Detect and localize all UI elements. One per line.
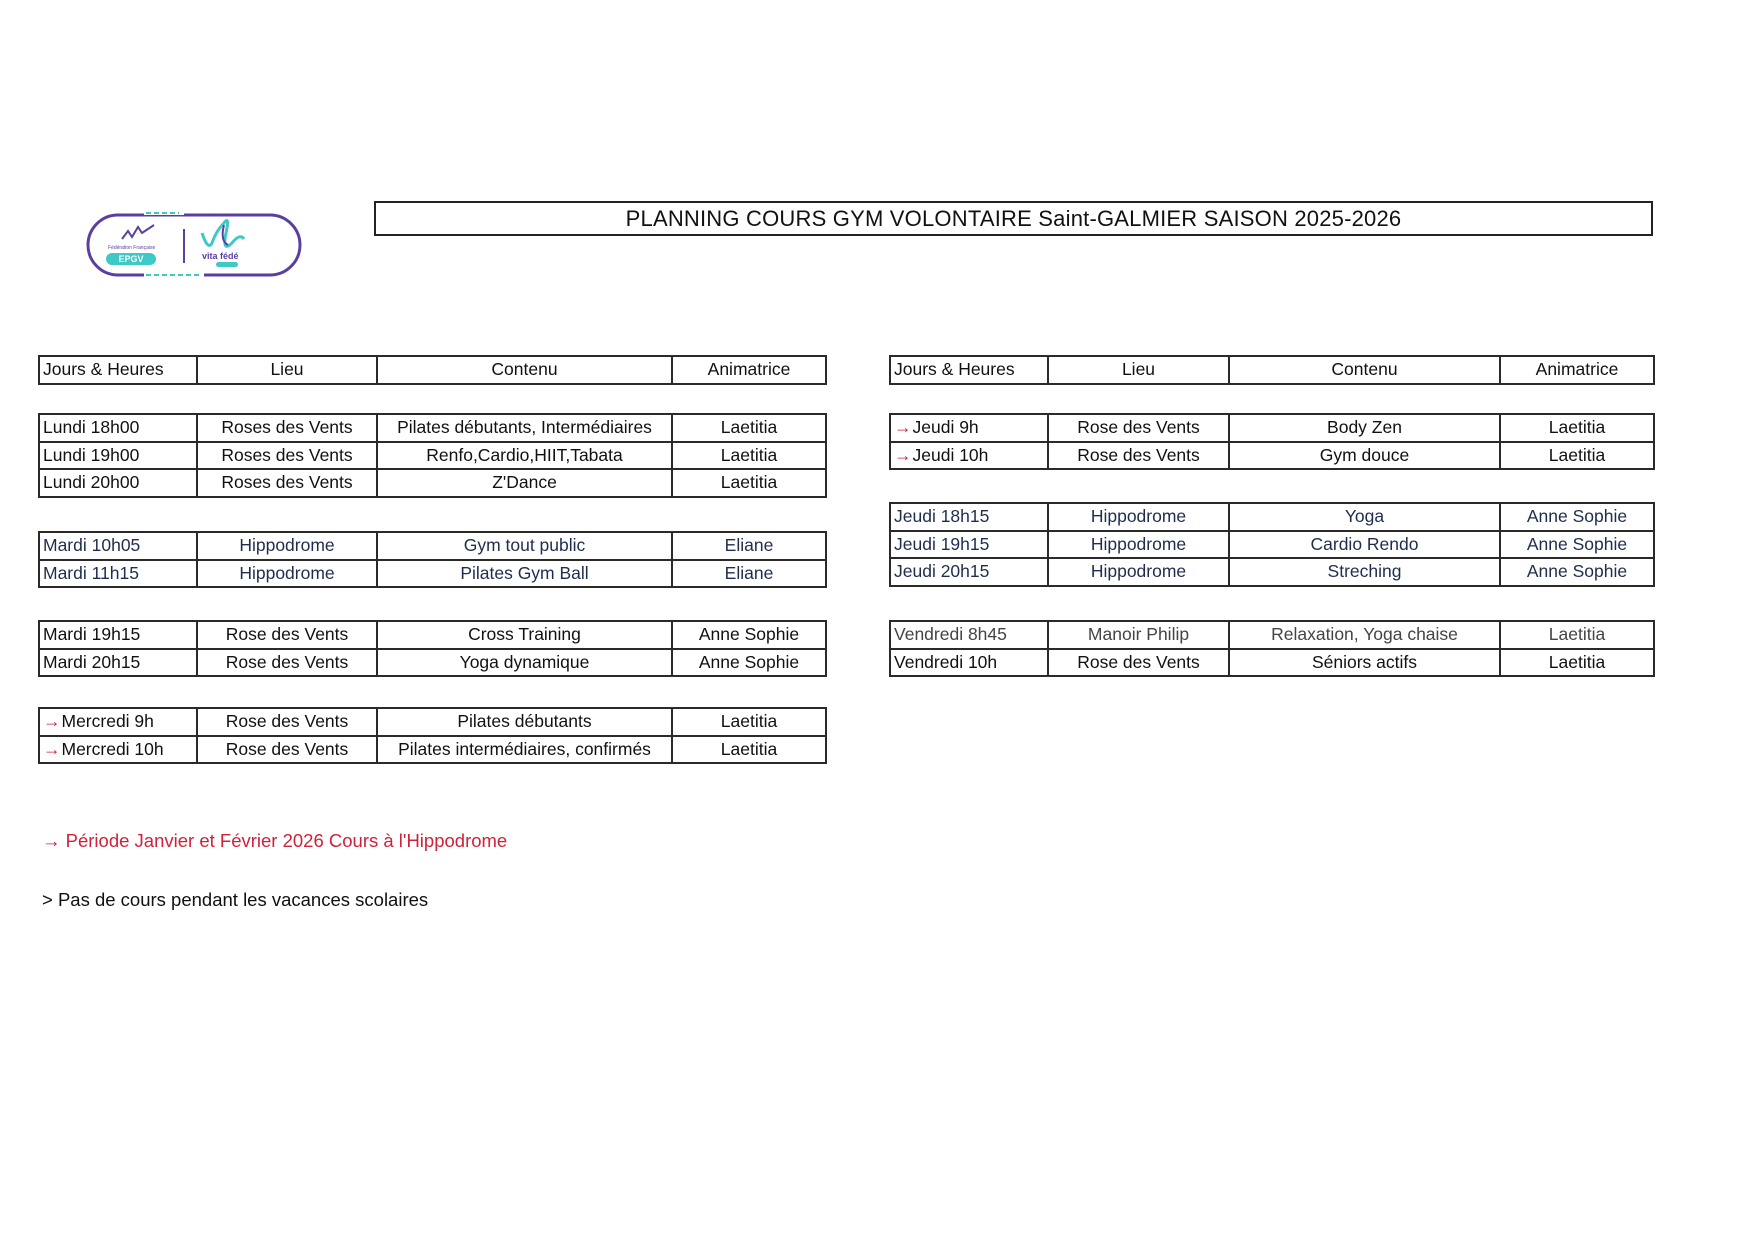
table-row bbox=[39, 442, 826, 470]
place: Roses des Vents bbox=[197, 469, 377, 497]
content: Renfo,Cardio,HIIT,Tabata bbox=[377, 442, 672, 470]
instructor: Anne Sophie bbox=[1500, 531, 1654, 559]
day-time: Lundi 18h00 bbox=[39, 414, 197, 442]
left-header-table bbox=[38, 355, 827, 385]
content: Pilates Gym Ball bbox=[377, 560, 672, 588]
day-time: Mardi 20h15 bbox=[39, 649, 197, 677]
content: Gym tout public bbox=[377, 532, 672, 560]
table-row bbox=[39, 649, 826, 677]
day-time: Jeudi 19h15 bbox=[890, 531, 1048, 559]
content: Pilates intermédiaires, confirmés bbox=[377, 736, 672, 764]
day-time: Mardi 19h15 bbox=[39, 621, 197, 649]
content: Yoga dynamique bbox=[377, 649, 672, 677]
table-row bbox=[890, 558, 1654, 586]
content: Relaxation, Yoga chaise bbox=[1229, 621, 1500, 649]
place: Rose des Vents bbox=[197, 649, 377, 677]
day-time bbox=[39, 736, 197, 764]
day-time: Lundi 19h00 bbox=[39, 442, 197, 470]
content: Séniors actifs bbox=[1229, 649, 1500, 677]
instructor: Laetitia bbox=[1500, 621, 1654, 649]
place: Hippodrome bbox=[1048, 531, 1229, 559]
content: Body Zen bbox=[1229, 414, 1500, 442]
day-time bbox=[890, 414, 1048, 442]
table-row bbox=[39, 532, 826, 560]
table-row bbox=[39, 560, 826, 588]
content: Gym douce bbox=[1229, 442, 1500, 470]
schedule-group-lundi bbox=[38, 413, 827, 498]
place: Hippodrome bbox=[1048, 558, 1229, 586]
instructor: Laetitia bbox=[1500, 414, 1654, 442]
svg-text:EPGV: EPGV bbox=[118, 254, 144, 264]
place: Roses des Vents bbox=[197, 442, 377, 470]
header-instructor: Animatrice bbox=[672, 356, 826, 384]
schedule-group-jeudi-soir bbox=[889, 502, 1655, 587]
schedule-group-mardi-soir bbox=[38, 620, 827, 677]
instructor: Laetitia bbox=[672, 708, 826, 736]
instructor: Anne Sophie bbox=[672, 621, 826, 649]
place: Hippodrome bbox=[1048, 503, 1229, 531]
instructor: Anne Sophie bbox=[672, 649, 826, 677]
table-row bbox=[39, 736, 826, 764]
table-row bbox=[39, 469, 826, 497]
red-arrow-icon: → bbox=[894, 444, 912, 465]
day-time: Jeudi 20h15 bbox=[890, 558, 1048, 586]
right-header-table bbox=[889, 355, 1655, 385]
content: Yoga bbox=[1229, 503, 1500, 531]
table-row bbox=[890, 531, 1654, 559]
table-row bbox=[890, 442, 1654, 470]
red-arrow-icon: → bbox=[43, 711, 61, 732]
instructor: Laetitia bbox=[672, 736, 826, 764]
day-time bbox=[39, 708, 197, 736]
epgv-vitafede-logo bbox=[84, 205, 304, 285]
schedule-group-vendredi bbox=[889, 620, 1655, 677]
header-day-time: Jours & Heures bbox=[890, 356, 1048, 384]
period-note: → Période Janvier et Février 2026 Cours à l'Hippodrome bbox=[42, 830, 508, 851]
header-row bbox=[890, 356, 1654, 384]
content: Cardio Rendo bbox=[1229, 531, 1500, 559]
instructor: Laetitia bbox=[672, 414, 826, 442]
holidays-note: > Pas de cours pendant les vacances scolaires bbox=[42, 889, 429, 910]
content: Streching bbox=[1229, 558, 1500, 586]
place: Rose des Vents bbox=[197, 621, 377, 649]
day-time: Lundi 20h00 bbox=[39, 469, 197, 497]
day-time-label: Mercredi 9h bbox=[61, 711, 154, 732]
place: Rose des Vents bbox=[1048, 649, 1229, 677]
page-title: PLANNING COURS GYM VOLONTAIRE Saint-GALMIER SAISON 2025-2026 bbox=[374, 201, 1653, 236]
day-time: Vendredi 10h bbox=[890, 649, 1048, 677]
content: Pilates débutants bbox=[377, 708, 672, 736]
svg-text:vita fédé: vita fédé bbox=[202, 251, 239, 261]
content: Pilates débutants, Intermédiaires bbox=[377, 414, 672, 442]
day-time-label: Mercredi 10h bbox=[61, 738, 164, 759]
instructor: Anne Sophie bbox=[1500, 503, 1654, 531]
place: Rose des Vents bbox=[197, 736, 377, 764]
day-time-label: Jeudi 10h bbox=[912, 444, 989, 465]
instructor: Laetitia bbox=[1500, 649, 1654, 677]
place: Rose des Vents bbox=[1048, 414, 1229, 442]
instructor: Eliane bbox=[672, 532, 826, 560]
instructor: Laetitia bbox=[672, 469, 826, 497]
header-row bbox=[39, 356, 826, 384]
schedule-group-mercredi bbox=[38, 707, 827, 764]
instructor: Laetitia bbox=[672, 442, 826, 470]
svg-text:Fédération Française: Fédération Française bbox=[108, 245, 156, 251]
table-row bbox=[890, 503, 1654, 531]
day-time: Jeudi 18h15 bbox=[890, 503, 1048, 531]
table-row bbox=[890, 414, 1654, 442]
red-arrow-icon: → bbox=[894, 417, 912, 438]
instructor: Laetitia bbox=[1500, 442, 1654, 470]
day-time-label: Jeudi 9h bbox=[912, 417, 979, 438]
table-row bbox=[39, 708, 826, 736]
header-day-time: Jours & Heures bbox=[39, 356, 197, 384]
header-instructor: Animatrice bbox=[1500, 356, 1654, 384]
content: Z'Dance bbox=[377, 469, 672, 497]
table-row bbox=[39, 621, 826, 649]
red-arrow-icon: → bbox=[43, 738, 61, 759]
place: Rose des Vents bbox=[1048, 442, 1229, 470]
instructor: Eliane bbox=[672, 560, 826, 588]
table-row bbox=[39, 414, 826, 442]
header-content: Contenu bbox=[377, 356, 672, 384]
place: Hippodrome bbox=[197, 560, 377, 588]
place: Hippodrome bbox=[197, 532, 377, 560]
day-time bbox=[890, 442, 1048, 470]
table-row bbox=[890, 621, 1654, 649]
header-place: Lieu bbox=[1048, 356, 1229, 384]
header-place: Lieu bbox=[197, 356, 377, 384]
place: Rose des Vents bbox=[197, 708, 377, 736]
content: Cross Training bbox=[377, 621, 672, 649]
header-content: Contenu bbox=[1229, 356, 1500, 384]
instructor: Anne Sophie bbox=[1500, 558, 1654, 586]
day-time: Vendredi 8h45 bbox=[890, 621, 1048, 649]
place: Manoir Philip bbox=[1048, 621, 1229, 649]
place: Roses des Vents bbox=[197, 414, 377, 442]
schedule-group-jeudi-matin bbox=[889, 413, 1655, 470]
schedule-group-mardi-matin bbox=[38, 531, 827, 588]
table-row bbox=[890, 649, 1654, 677]
day-time: Mardi 10h05 bbox=[39, 532, 197, 560]
day-time: Mardi 11h15 bbox=[39, 560, 197, 588]
